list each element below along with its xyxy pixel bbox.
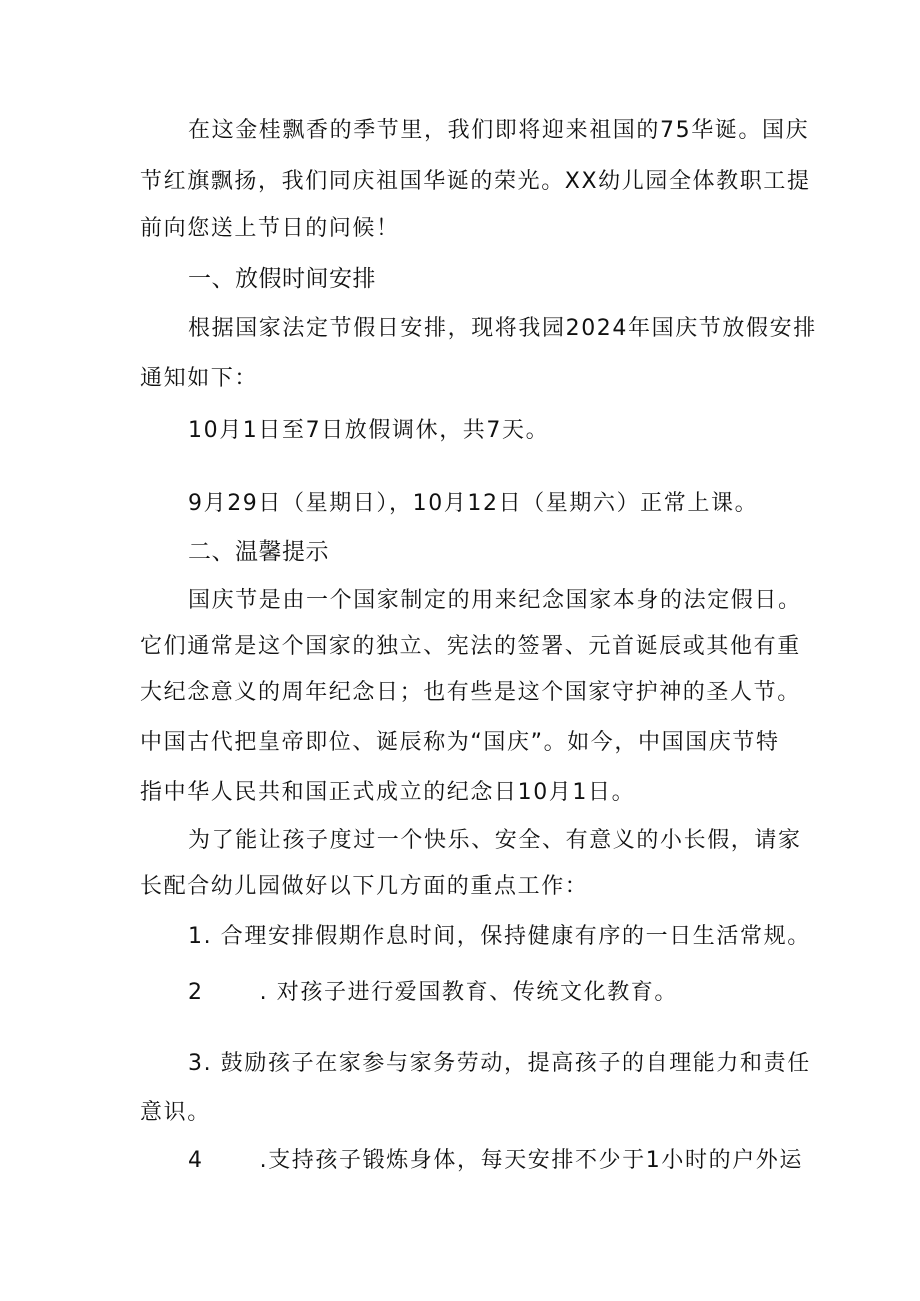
section-heading-reminders: 二、温馨提示 xyxy=(188,539,329,565)
intro-line-3: 前向您送上节日的问候！ xyxy=(140,216,400,241)
notice-line-1: 根据国家法定节假日安排，现将我园2024年国庆节放假安排 xyxy=(188,316,817,341)
list-item-text: .支持孩子锻炼身体，每天安排不少于1小时的户外运 xyxy=(259,1148,804,1173)
makeup-class-days: 9月29日（星期日），10月12日（星期六）正常上课。 xyxy=(188,491,759,516)
list-item-number: 1 xyxy=(188,924,204,949)
about-line-1: 国庆节是由一个国家制定的用来纪念国家本身的法定假日。 xyxy=(188,588,802,613)
list-item-number: 2 xyxy=(188,980,204,1005)
about-line-4: 中国古代把皇帝即位、诞辰称为“国庆”。如今，中国国庆节特 xyxy=(140,730,780,755)
list-item xyxy=(188,978,800,1008)
section-heading-holiday-schedule: 一、放假时间安排 xyxy=(188,266,376,292)
about-line-5: 指中华人民共和国正式成立的纪念日10月1日。 xyxy=(140,780,636,805)
notice-line-2: 通知如下： xyxy=(140,366,259,391)
intro-line-1: 在这金桂飘香的季节里，我们即将迎来祖国的75华诞。国庆 xyxy=(188,118,810,143)
list-item-text: . 对孩子进行爱国教育、传统文化教育。 xyxy=(259,980,678,1005)
intro-line-2: 节红旗飘扬，我们同庆祖国华诞的荣光。XX幼儿园全体教职工提 xyxy=(140,169,811,194)
list-item-number: 4 xyxy=(188,1148,204,1173)
list-item-text: . 鼓励孩子在家参与家务劳动，提高孩子的自理能力和责任 xyxy=(203,1051,811,1076)
list-item xyxy=(188,1049,811,1079)
request-line-2: 长配合幼儿园做好以下几方面的重点工作： xyxy=(140,874,589,899)
list-item-number: 3 xyxy=(188,1051,204,1076)
list-item-text: . 合理安排假期作息时间，保持健康有序的一日生活常规。 xyxy=(203,924,811,949)
about-line-2: 它们通常是这个国家的独立、宪法的签署、元首诞辰或其他有重 xyxy=(140,634,801,659)
list-item-continuation: 意识。 xyxy=(140,1100,211,1125)
holiday-period: 10月1日至7日放假调休，共7天。 xyxy=(188,418,550,443)
list-item xyxy=(188,1146,804,1176)
list-item xyxy=(188,922,828,952)
about-line-3: 大纪念意义的周年纪念日；也有些是这个国家守护神的圣人节。 xyxy=(140,680,801,705)
request-line-1: 为了能让孩子度过一个快乐、安全、有意义的小长假，请家 xyxy=(188,828,802,853)
